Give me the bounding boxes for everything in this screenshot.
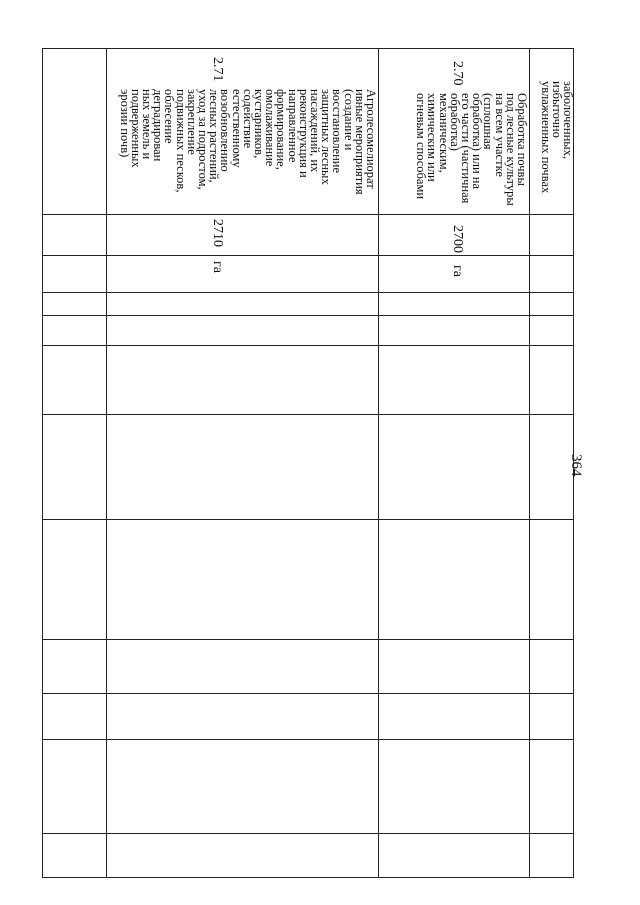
description-cell: Обработка почвы под лесные культуры на всем участке (сплошная обработка) или на его части (частичная обработка) механическим, химическим или огневым способами — [414, 93, 529, 206]
value-cell: 2700 — [450, 225, 465, 253]
row-code: 2.71 — [210, 57, 225, 82]
description-cell: заболоченных, избыточно увлажненных почвах — [538, 81, 575, 194]
row-divider — [529, 49, 530, 877]
page-number: 364 — [568, 454, 584, 477]
column-divider — [43, 414, 573, 415]
column-divider — [43, 693, 573, 694]
column-divider — [43, 519, 573, 520]
row-divider — [106, 49, 107, 877]
value-cell: 2710 — [210, 219, 225, 247]
column-divider — [43, 345, 573, 346]
column-divider — [43, 315, 573, 316]
description-cell: Агролесомелиорат ивные мероприятия (создание и восстановление защитных лесных насаждений, их реконструкция и направленное формирование, омолаживание кустарников, содействие естественному возобновлению лесных растений, уход за подростом, закрепление подвижных песков, облесение деградирован ных земель и подверженных эрозии почв) — [117, 89, 378, 195]
column-divider — [43, 739, 573, 740]
row-divider — [378, 49, 379, 877]
column-divider — [43, 255, 573, 256]
unit-cell: га — [210, 261, 225, 273]
column-divider — [43, 214, 573, 215]
column-divider — [43, 833, 573, 834]
unit-cell: га — [450, 265, 465, 277]
column-divider — [43, 292, 573, 293]
row-code: 2.70 — [450, 61, 465, 86]
column-divider — [43, 639, 573, 640]
rotated-table — [42, 48, 574, 878]
